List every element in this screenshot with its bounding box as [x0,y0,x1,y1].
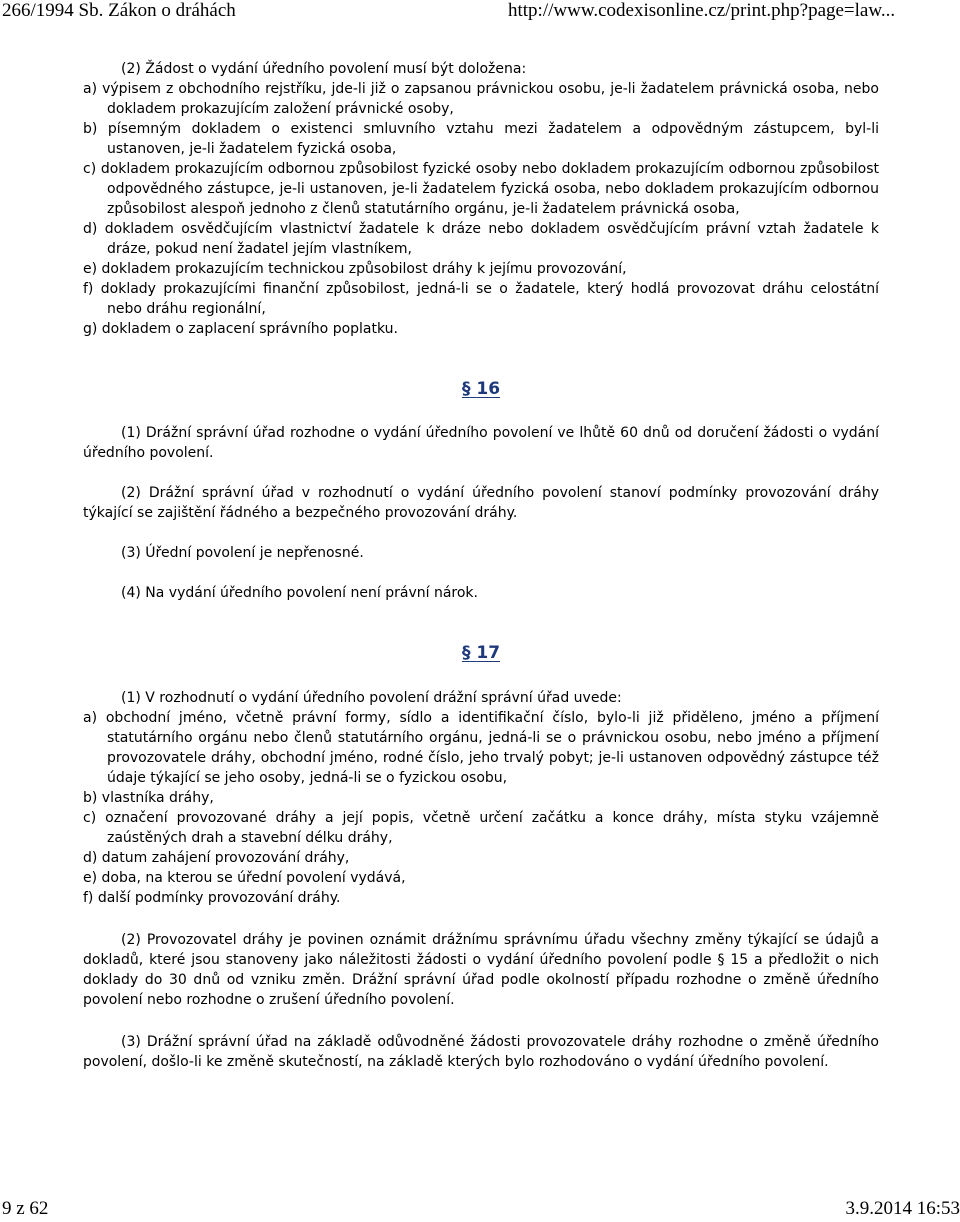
section-heading-17 [83,643,879,663]
section-16-paragraph-4: (4) Na vydání úředního povolení není právní nárok. [121,585,478,601]
list-item-d: d) dokladem osvědčujícím vlastnictví žadatele k dráze nebo dokladem osvědčujícím právní vztah žadatele k dráze, pokud není žadatel jejím vlastníkem, [83,221,879,257]
section-number: 16 [476,379,501,399]
section-17-paragraph-3: (3) Drážní správní úřad na základě odůvodněné žádosti provozovatele dráhy rozhodne o změně úředního povolení, došlo-li ke změně skutečností, na základě kterých bylo rozhodováno o vydání úředního povolení. [83,1034,879,1070]
section-heading-16 [83,379,879,399]
section-16-paragraph-3: (3) Úřední povolení je nepřenosné. [121,545,364,561]
law-text [83,59,879,1072]
print-footer [0,1198,960,1222]
list-item-e: e) dokladem prokazujícím technickou způsobilost dráhy k jejímu provozování, [83,261,627,277]
list-item-d: d) datum zahájení provozování dráhy, [83,850,350,866]
list-item-c: c) označení provozované dráhy a její popis, včetně určení začátku a konce dráhy, místa styku vzájemně zaústěných drah a stavební délku dráhy, [83,810,879,846]
list-item-f: f) doklady prokazujícími finanční způsobilost, jedná-li se o žadatele, který hodlá provozovat dráhu celostátní nebo dráhu regionální, [83,281,879,317]
section-16-paragraph-2: (2) Drážní správní úřad v rozhodnutí o vydání úředního povolení stanoví podmínky provozování dráhy týkající se zajištění řádného a bezpečného provozování dráhy. [83,485,879,521]
paragraph-2-intro: (2) Žádost o vydání úředního povolení musí být doložena: [121,61,527,77]
list-item-a: a) obchodní jméno, včetně právní formy, sídlo a identifikační číslo, bylo-li již přiděleno, jméno a příjmení statutárního orgánu nebo členů statutárního orgánu, jedná-li se o právnickou osobu, nebo jméno a příjmení provozovatele dráhy, obchodní jméno, rodné číslo, jeho trvalý pobyt; je-li ustanoven odpovědný zástupce též údaje týkající se jeho osoby, jedná-li se o fyzickou osobu, [83,710,879,786]
page-url: http://www.codexisonline.cz/print.php?page=law... [508,0,896,21]
list-item-f: f) další podmínky provozování dráhy. [83,890,341,906]
section-sign: § [461,379,471,399]
print-datetime: 3.9.2014 16:53 [845,1198,960,1219]
document-title: 266/1994 Sb. Zákon o dráhách [2,0,236,21]
section-17-intro: (1) V rozhodnutí o vydání úředního povolení drážní správní úřad uvede: [121,690,622,706]
list-item-e: e) doba, na kterou se úřední povolení vydává, [83,870,406,886]
section-number: 17 [476,643,501,663]
list-item-c: c) dokladem prokazujícím odbornou způsobilost fyzické osoby nebo dokladem prokazujícím odbornou způsobilost odpovědného zástupce, je-li ustanoven, je-li žadatelem fyzická osoba, nebo dokladem prokazujícím odbornou způsobilost alespoň jednoho z členů statutárního orgánu, je-li žadatelem právnická osoba, [83,161,879,217]
list-item-b: b) vlastníka dráhy, [83,790,214,806]
page-counter: 9 z 62 [2,1198,49,1219]
section-16-paragraph-1: (1) Drážní správní úřad rozhodne o vydání úředního povolení ve lhůtě 60 dnů od doručení žádosti o vydání úředního povolení. [83,425,879,461]
list-item-g: g) dokladem o zaplacení správního poplatku. [83,321,398,337]
section-sign: § [461,643,471,663]
print-header [0,0,960,24]
section-17-paragraph-2: (2) Provozovatel dráhy je povinen oznámit drážnímu správnímu úřadu všechny změny týkající se údajů a dokladů, které jsou stanoveny jako náležitosti žádosti o vydání úředního povolení podle § 15 a předložit o nich doklady do 30 dnů od vzniku změn. Drážní správní úřad podle okolností případu rozhodne o změně úředního povolení nebo rozhodne o zrušení úředního povolení. [83,932,879,1008]
list-item-b: b) písemným dokladem o existenci smluvního vztahu mezi žadatelem a odpovědným zástupcem, byl-li ustanoven, je-li žadatelem fyzická osoba, [83,121,879,157]
list-item-a: a) výpisem z obchodního rejstříku, jde-li již o zapsanou právnickou osobu, je-li žadatelem právnická osoba, nebo dokladem prokazujícím založení právnické osoby, [83,81,879,117]
